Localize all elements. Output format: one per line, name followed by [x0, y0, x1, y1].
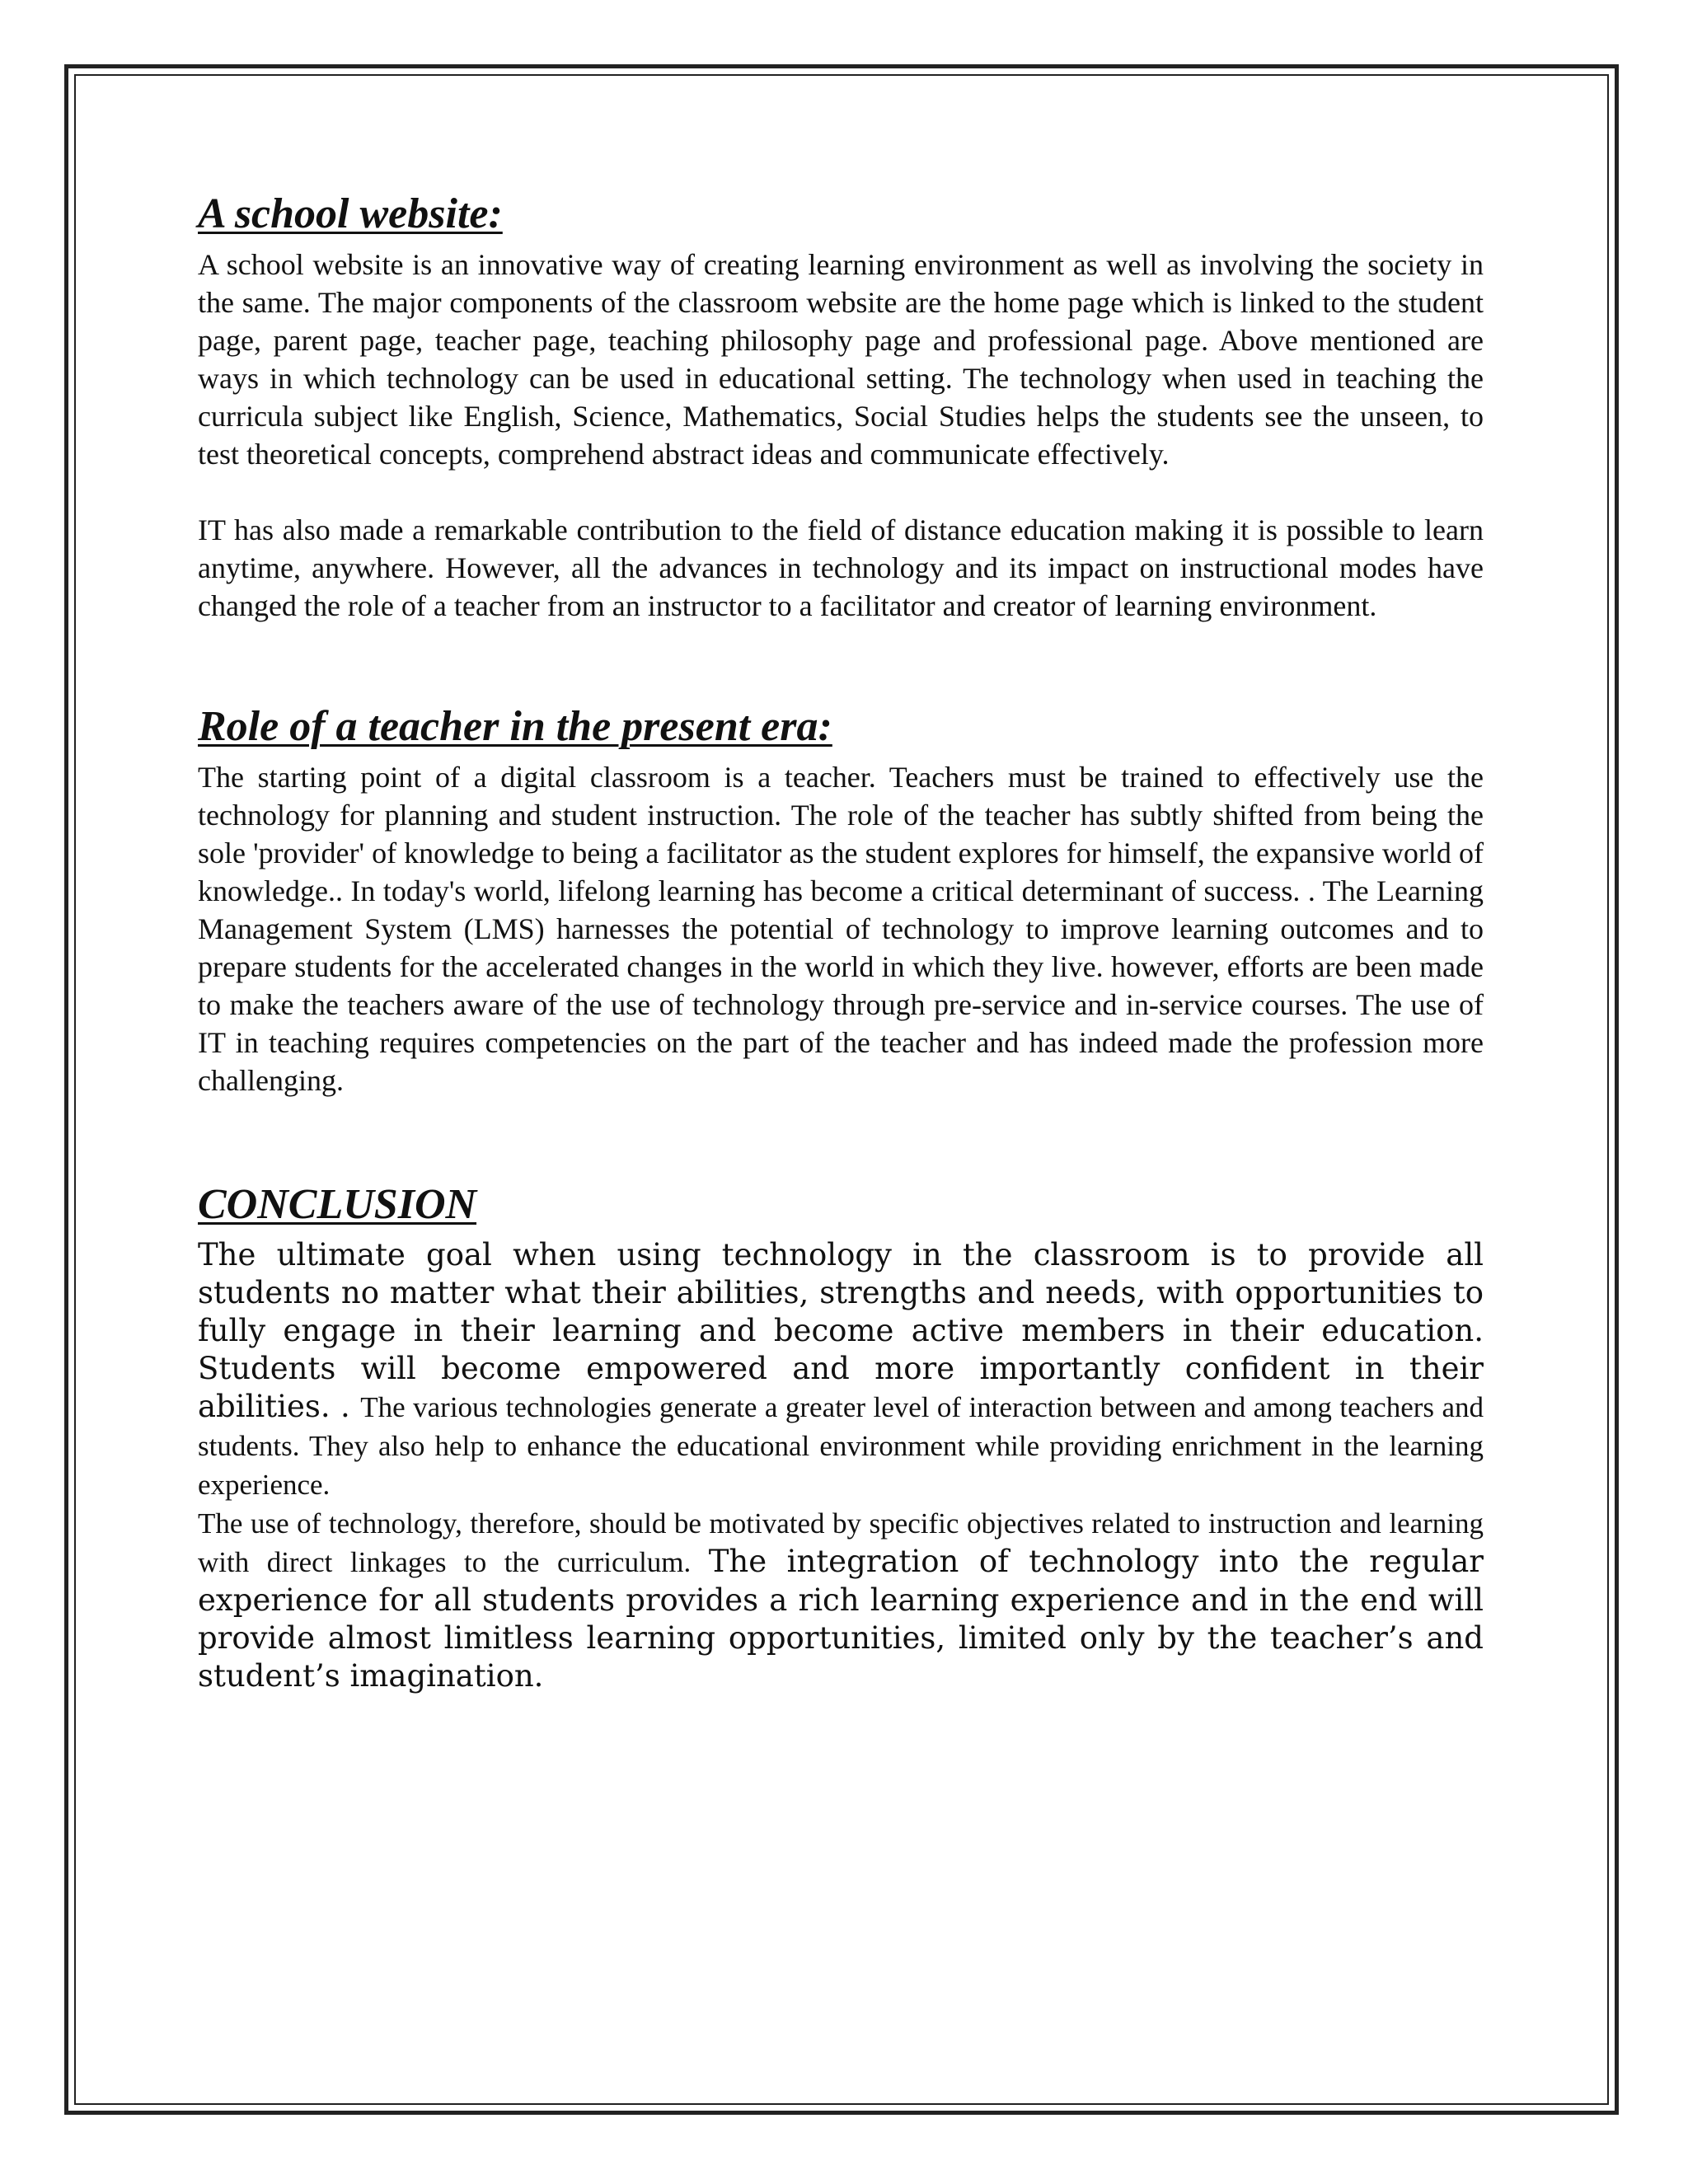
conclusion-paragraph-1	[198, 1236, 1484, 1504]
conclusion-paragraph-2	[198, 1504, 1484, 1695]
conclusion-section	[198, 1179, 1484, 1695]
teacher-role-heading: Role of a teacher in the present era:	[198, 703, 832, 750]
conclusion-text-part-1: The ultimate goal when using technology in the classroom is to provide all students no matter what their abilities, strengths and needs, with opportunities to fully engage in their learning and become active members in their education. Students will become empowered and more importantly confident in their abilities. .	[198, 1237, 1484, 1424]
conclusion-heading: CONCLUSION	[198, 1181, 477, 1228]
school-website-heading: A school website:	[198, 190, 503, 237]
teacher-role-section	[198, 701, 1484, 1099]
teacher-role-paragraph: The starting point of a digital classroom is a teacher. Teachers must be trained to effectively use the technology for planning and student instruction. The role of the teacher has subtly shifted from being the sole 'provider' of knowledge to being a facilitator as the student explores for himself, the expansive world of knowledge.. In today's world, lifelong learning has become a critical determinant of success. . The Learning Management System (LMS) harnesses the potential of technology to improve learning outcomes and to prepare students for the accelerated changes in the world in which they live. however, efforts are been made to make the teachers aware of the use of technology through pre-service and in-service courses. The use of IT in teaching requires competencies on the part of the teacher and has indeed made the profession more challenging.	[198, 761, 1484, 1097]
conclusion-text-part-2: The various technologies generate a greater level of interaction between and among teachers and students. They also help to enhance the educational environment while providing enrichment in the learning experience.	[198, 1391, 1484, 1501]
document-content	[198, 188, 1484, 1695]
school-website-paragraph-1: A school website is an innovative way of creating learning environment as well as involving the society in the same. The major components of the classroom website are the home page which is linked to the student page, parent page, teacher page, teaching philosophy page and professional page. Above mentioned are ways in which technology can be used in educational setting. The technology when used in teaching the curricula subject like English, Science, Mathematics, Social Studies helps the students see the unseen, to test theoretical concepts, comprehend abstract ideas and communicate effectively.	[198, 248, 1484, 471]
conclusion-text-part-4: The integration of technology into the regular experience for all students provides a rich learning experience and in the end will provide almost limitless learning opportunities, limited only by the teacher’s and student’s imagination.	[198, 1544, 1484, 1694]
school-website-paragraph-2: IT has also made a remarkable contribution to the field of distance education making it is possible to learn anytime, anywhere. However, all the advances in technology and its impact on instructional modes have changed the role of a teacher from an instructor to a facilitator and creator of learning environment.	[198, 513, 1484, 622]
conclusion-text-part-3: The use of technology, therefore, should be motivated by specific objectives related to instruction and learning with direct linkages to the curriculum.	[198, 1507, 1484, 1578]
school-website-section	[198, 188, 1484, 625]
